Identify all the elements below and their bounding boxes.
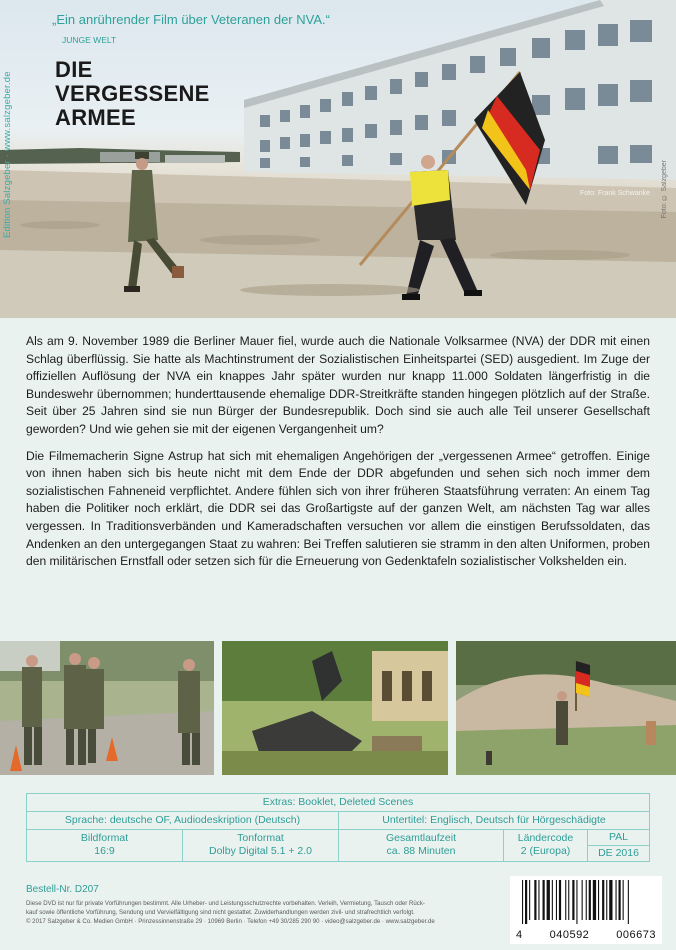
- film-title-line-2: VERGESSENE: [55, 81, 210, 106]
- still-image-1: [0, 641, 214, 775]
- legal-line-3: © 2017 Salzgeber & Co. Medien GmbH · Prinzessinnenstraße 29 · 10969 Berlin · Telefon +49 30/285 290 90 · video@salzgeber.de · www.salzgeber.de: [26, 918, 435, 925]
- barcode-bar: [616, 880, 617, 920]
- specs-picture-label: Bildformat: [80, 832, 129, 844]
- barcode-bar: [522, 880, 523, 924]
- photo-credit-secondary: Foto: Frank Schwanke: [579, 190, 650, 197]
- barcode-bar: [538, 880, 539, 920]
- specs-picture-value: 16:9: [94, 845, 115, 857]
- specs-sound: [182, 830, 338, 861]
- press-quote: „Ein anrührender Film über Veteranen der NVA.“: [52, 12, 330, 27]
- press-quote-source: JUNGE WELT: [62, 35, 117, 45]
- specs-table: [26, 793, 650, 862]
- barcode-bar: [572, 880, 574, 920]
- film-title: [55, 58, 210, 130]
- barcode-bar: [543, 880, 545, 920]
- specs-sound-value: Dolby Digital 5.1 + 2.0: [208, 845, 313, 857]
- barcode-bar: [556, 880, 557, 920]
- legal-line-2: kauf sowie öffentliche Vorführung, Sendung und Vervielfältigung sind nicht gestattet. Zuwiderhandlungen werden zivil- und strafrechtlich verfolgt.: [26, 909, 415, 916]
- order-number: Bestell-Nr. D207: [26, 884, 99, 895]
- barcode-bar: [582, 880, 583, 920]
- cover-photo: [0, 0, 676, 318]
- barcode-bar: [586, 880, 587, 920]
- barcode-bar: [568, 880, 569, 920]
- synopsis-paragraph-2: Die Filmemacherin Signe Astrup hat sich mit ehemaligen Angehörigen der „vergessenen Armee“ getroffen. Einige von ihnen haben sich bis heute nicht mit dem Ende der DDR abgefunden und sehen sich noch immer dem sozialistischen Fahneneid verpflichtet. Andere fühlen sich von ihrer früheren Staatsführung verraten: An einem Tag haben die Politiker noch erklärt, die DDR sei das Großartigste auf der ganzen Welt, am nächsten Tag war alles vergessen. In Traditionsverbänden und Kameradschaften versuchen vor allem die einstigen Berufssoldaten, das Andenken an den untergegangen Staat zu wahren: Bei Treffen salutieren sie stramm in den alten Uniformen, proben den militärischen Ernstfall oder setzen sich für die Erneuerung von Gedenktafeln sozialistischer Volkshelden ein.: [26, 448, 650, 569]
- barcode-bars: [516, 880, 656, 924]
- barcode-bar: [589, 880, 591, 920]
- still-image-3: [456, 641, 676, 775]
- specs-picture: [27, 830, 182, 861]
- legal-notice: [26, 899, 506, 926]
- barcode-bar: [623, 880, 624, 920]
- specs-runtime-label: Gesamtlaufzeit: [385, 832, 457, 844]
- barcode: [510, 876, 662, 944]
- barcode-bar: [593, 880, 596, 920]
- synopsis: [26, 333, 650, 571]
- barcode-digit-group-2: 006673: [616, 929, 656, 941]
- barcode-bar: [529, 880, 530, 920]
- specs-sound-label: Tonformat: [237, 832, 284, 844]
- cover-photo-illustration: [0, 0, 676, 318]
- barcode-bar: [547, 880, 550, 920]
- still-image-2: [222, 641, 448, 775]
- barcode-bar: [602, 880, 604, 920]
- barcode-bar: [552, 880, 553, 920]
- barcode-bar: [525, 880, 527, 924]
- specs-extras: Extras: Booklet, Deleted Scenes: [262, 796, 414, 808]
- specs-subtitles: Untertitel: Englisch, Deutsch für Hörgeschädigte: [338, 812, 649, 829]
- specs-runtime: [338, 830, 503, 861]
- specs-language: Sprache: deutsche OF, Audiodeskription (Deutsch): [64, 814, 301, 826]
- barcode-bar: [534, 880, 536, 920]
- specs-runtime-value: ca. 88 Minuten: [386, 845, 456, 857]
- specs-region-label: Ländercode: [517, 832, 574, 844]
- barcode-bar: [559, 880, 561, 920]
- film-title-line-1: DIE: [55, 57, 93, 82]
- specs-region-value: 2 (Europa): [520, 845, 571, 857]
- photo-credit: Foto: © Salzgeber: [661, 160, 668, 219]
- specs-row-language: [27, 811, 649, 829]
- film-title-line-3: ARMEE: [55, 105, 136, 130]
- barcode-bar: [609, 880, 612, 920]
- specs-row-extras: [27, 794, 649, 811]
- barcode-bar: [628, 880, 629, 924]
- specs-year: DE 2016: [598, 847, 639, 859]
- specs-format: PAL: [588, 830, 649, 846]
- specs-region: [503, 830, 587, 861]
- barcode-bar: [619, 880, 621, 920]
- barcode-bar: [606, 880, 607, 920]
- barcode-bar: [576, 880, 577, 924]
- barcode-digit-prefix: 4: [516, 929, 523, 941]
- barcode-digits: [516, 929, 656, 941]
- publisher-side-text: Edition Salzgeber · www.salzgeber.de: [2, 71, 13, 238]
- legal-line-1: Diese DVD ist nur für private Vorführungen bestimmt. Alle Urheber- und Leistungsschutzrechte vorbehalten. Verleih, Vermietung, Tausch oder Rück-: [26, 900, 425, 907]
- barcode-digit-group-1: 040592: [549, 929, 590, 941]
- synopsis-paragraph-1: Als am 9. November 1989 die Berliner Mauer fiel, wurde auch die Nationale Volksarmee (NVA) der DDR mit einen Schlag überflüssig. Sie hatte als Machtinstrument der Sozialistischen Einheitspartei (SED) ausgedient. Im Zuge der offiziellen Auflösung der NVA ein knappes Jahr später wurden nur knapp 11.000 Soldaten längerfristig in die Bundeswehr übernommen; hunderttausende ehemalige DDR-Streitkräfte standen hingegen plötzlich auf der Straße. Seit über 25 Jahren sind sie nun Bürger der Bundesrepublik. Doch sind sie auch alle Teil unserer Gesellschaft geworden? Und wie gehen sie mit der eigenen Vergangenheit um?: [26, 334, 650, 436]
- specs-format-year: [587, 830, 649, 861]
- barcode-bar: [565, 880, 566, 920]
- specs-row-technical: [27, 829, 649, 861]
- barcode-bar: [598, 880, 599, 920]
